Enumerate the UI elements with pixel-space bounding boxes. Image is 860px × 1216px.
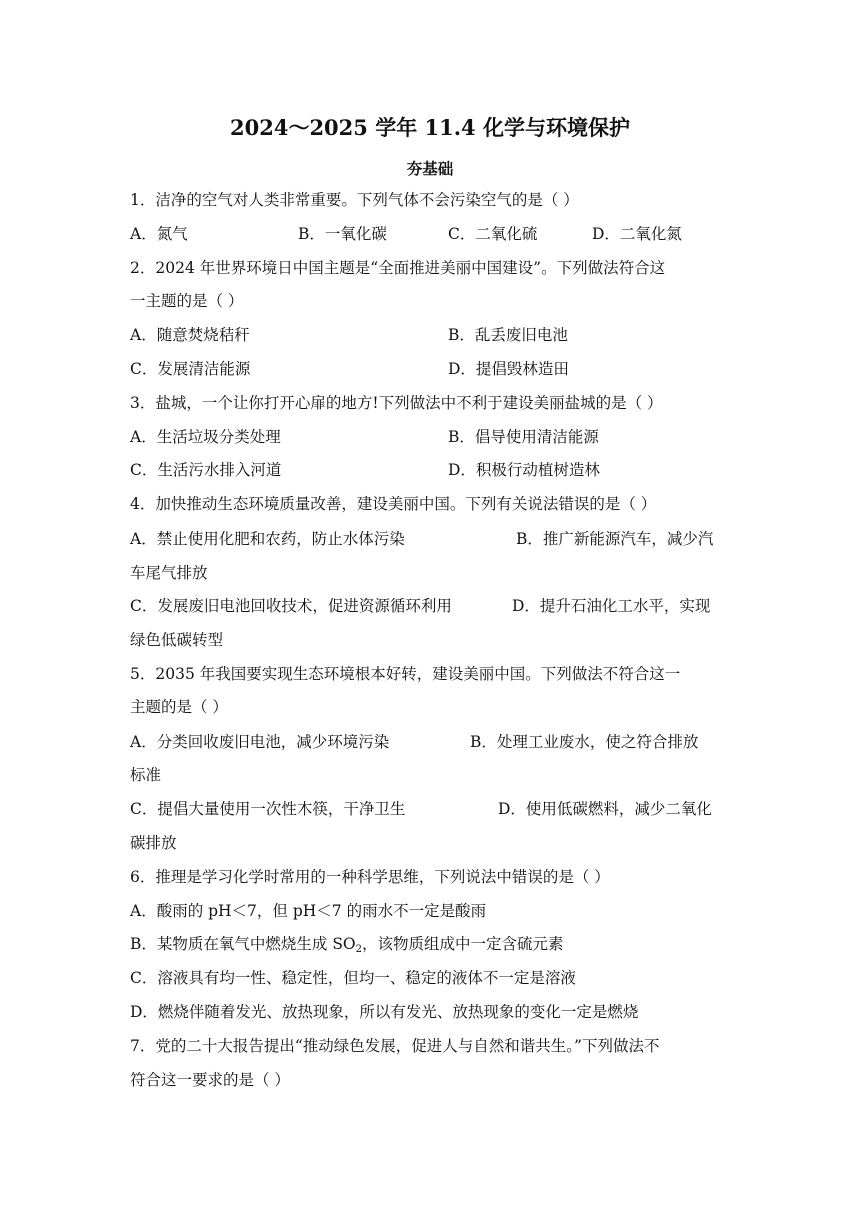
question-5-option-c: C．提倡大量使用一次性木筷，干净卫生	[130, 800, 406, 818]
question-3-option-c: C．生活污水排入河道	[130, 461, 282, 479]
question-4-option-b-line-2: 车尾气排放	[130, 564, 208, 582]
question-6-option-b	[130, 934, 564, 954]
question-5-option-d-line-2: 碳排放	[130, 834, 177, 852]
question-4-option-c: C．发展废旧电池回收技术，促进资源循环利用	[130, 597, 452, 615]
question-1-stem: 1．洁净的空气对人类非常重要。下列气体不会污染空气的是（ ）	[130, 191, 579, 209]
section-subtitle: 夯基础	[406, 159, 454, 178]
question-5-option-b-line-1: B．处理工业废水，使之符合排放	[470, 733, 699, 751]
question-3-option-d: D．积极行动植树造林	[448, 461, 600, 479]
subscript-2: 2	[355, 944, 363, 955]
document-title: 2024～2025 学年 11.4 化学与环境保护	[230, 115, 630, 140]
question-4-option-a: A．禁止使用化肥和农药，防止水体污染	[130, 530, 405, 548]
question-5-option-a: A．分类回收废旧电池，减少环境污染	[130, 733, 390, 751]
question-7-stem-line-2: 符合这一要求的是（ ）	[130, 1071, 290, 1089]
question-2-stem-line-1: 2．2024 年世界环境日中国主题是“全面推进美丽中国建设”。下列做法符合这	[130, 259, 666, 277]
question-3-stem: 3．盐城，一个让你打开心扉的地方!下列做法中不利于建设美丽盐城的是（ ）	[130, 394, 663, 412]
question-1-option-b: B．一氧化碳	[298, 225, 387, 243]
question-3-option-a: A．生活垃圾分类处理	[130, 428, 281, 446]
question-5-option-d-line-1: D．使用低碳燃料，减少二氧化	[498, 800, 712, 818]
question-6-option-a: A．酸雨的 pH＜7，但 pH＜7 的雨水不一定是酸雨	[130, 902, 487, 920]
question-2-option-a: A．随意焚烧秸秆	[130, 326, 250, 344]
question-2-option-c: C．发展清洁能源	[130, 360, 251, 378]
question-5-option-b-line-2: 标准	[130, 766, 162, 784]
question-1-option-a: A．氮气	[130, 225, 188, 243]
question-6-stem: 6．推理是学习化学时常用的一种科学思维，下列说法中错误的是（ ）	[130, 868, 610, 886]
question-4-stem: 4．加快推动生态环境质量改善，建设美丽中国。下列有关说法错误的是（ ）	[130, 495, 657, 513]
question-6-option-b-text: B．某物质在氧气中燃烧生成 SO	[130, 935, 356, 953]
question-6-option-d: D．燃烧伴随着发光、放热现象，所以有发光、放热现象的变化一定是燃烧	[130, 1003, 639, 1021]
question-4-option-b-line-1: B．推广新能源汽车，减少汽	[516, 530, 714, 548]
question-2-option-b: B．乱丢废旧电池	[448, 326, 568, 344]
question-1-option-d: D．二氧化氮	[592, 225, 682, 243]
question-2-stem-line-2: 一主题的是（ ）	[130, 292, 244, 310]
question-3-option-b: B．倡导使用清洁能源	[448, 428, 599, 446]
question-7-stem-line-1: 7．党的二十大报告提出“推动绿色发展，促进人与自然和谐共生。”下列做法不	[130, 1037, 660, 1055]
question-4-option-d-line-2: 绿色低碳转型	[130, 631, 224, 649]
question-1-option-c: C．二氧化硫	[448, 225, 538, 243]
question-2-option-d: D．提倡毁林造田	[448, 360, 569, 378]
question-5-stem-line-2: 主题的是（ ）	[130, 698, 228, 716]
question-5-stem-line-1: 5．2035 年我国要实现生态环境根本好转，建设美丽中国。下列做法不符合这一	[130, 665, 681, 683]
question-6-option-b-text-end: ，该物质组成中一定含硫元素	[362, 935, 564, 953]
question-6-option-c: C．溶液具有均一性、稳定性，但均一、稳定的液体不一定是溶液	[130, 969, 576, 987]
question-4-option-d-line-1: D．提升石油化工水平，实现	[512, 597, 711, 615]
